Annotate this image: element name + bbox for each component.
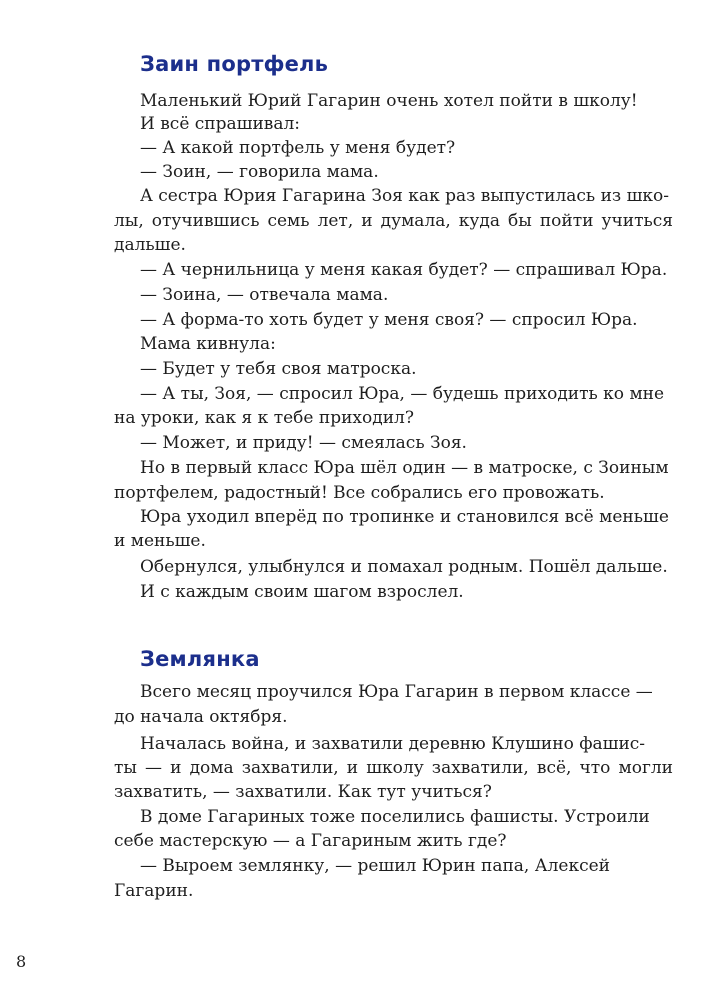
page-number: 8 (16, 952, 27, 971)
text-line: А сестра Юрия Гагарина Зоя как раз выпустилась из шко- (140, 186, 670, 206)
text-line: портфелем, радостный! Все собрались его провожать. (114, 483, 605, 503)
text-line: Гагарин. (114, 881, 194, 901)
text-line: до начала октября. (114, 707, 288, 727)
section-heading-zoin-portfel: Заин портфель (140, 52, 329, 76)
text-line: — Зоина, — отвечала мама. (140, 285, 389, 305)
text-line: — Зоин, — говорила мама. (140, 162, 379, 182)
text-line: Началась война, и захватили деревню Клушино фашис- (140, 734, 646, 754)
section-heading-zemlyanka: Землянка (140, 647, 260, 671)
text-line: и меньше. (114, 531, 206, 551)
text-line: Мама кивнула: (140, 334, 276, 354)
text-line: на уроки, как я к тебе приходил? (114, 408, 414, 428)
text-line: Но в первый класс Юра шёл один — в матроске, с Зоиным (140, 458, 669, 478)
text-line: — Выроем землянку, — решил Юрин папа, Алексей (140, 856, 611, 876)
text-line: Обернулся, улыбнулся и помахал родным. Пошёл дальше. (140, 557, 668, 577)
text-line: себе мастерскую — а Гагариным жить где? (114, 831, 507, 851)
text-line: — А форма-то хоть будет у меня своя? — спросил Юра. (140, 310, 638, 330)
text-line: В доме Гагариных тоже поселились фашисты. Устроили (140, 807, 650, 827)
text-line: — А какой портфель у меня будет? (140, 138, 456, 158)
text-line: Всего месяц проучился Юра Гагарин в первом классе — (140, 682, 653, 702)
text-line: лы, отучившись семь лет, и думала, куда бы пойти учиться (114, 211, 673, 231)
text-line: И всё спрашивал: (140, 114, 301, 134)
text-line: Юра уходил вперёд по тропинке и становился всё меньше (140, 507, 669, 527)
text-line: — А ты, Зоя, — спросил Юра, — будешь приходить ко мне (140, 384, 665, 404)
text-line: Маленький Юрий Гагарин очень хотел пойти в школу! (140, 91, 638, 111)
text-line: — Будет у тебя своя матроска. (140, 359, 417, 379)
text-line: — А чернильница у меня какая будет? — спрашивал Юра. (140, 260, 668, 280)
text-line: дальше. (114, 235, 186, 255)
text-line: ты — и дома захватили, и школу захватили, всё, что могли (114, 758, 673, 778)
text-line: — Может, и приду! — смеялась Зоя. (140, 433, 467, 453)
text-line: И с каждым своим шагом взрослел. (140, 582, 464, 602)
text-line: захватить, — захватили. Как тут учиться? (114, 782, 492, 802)
